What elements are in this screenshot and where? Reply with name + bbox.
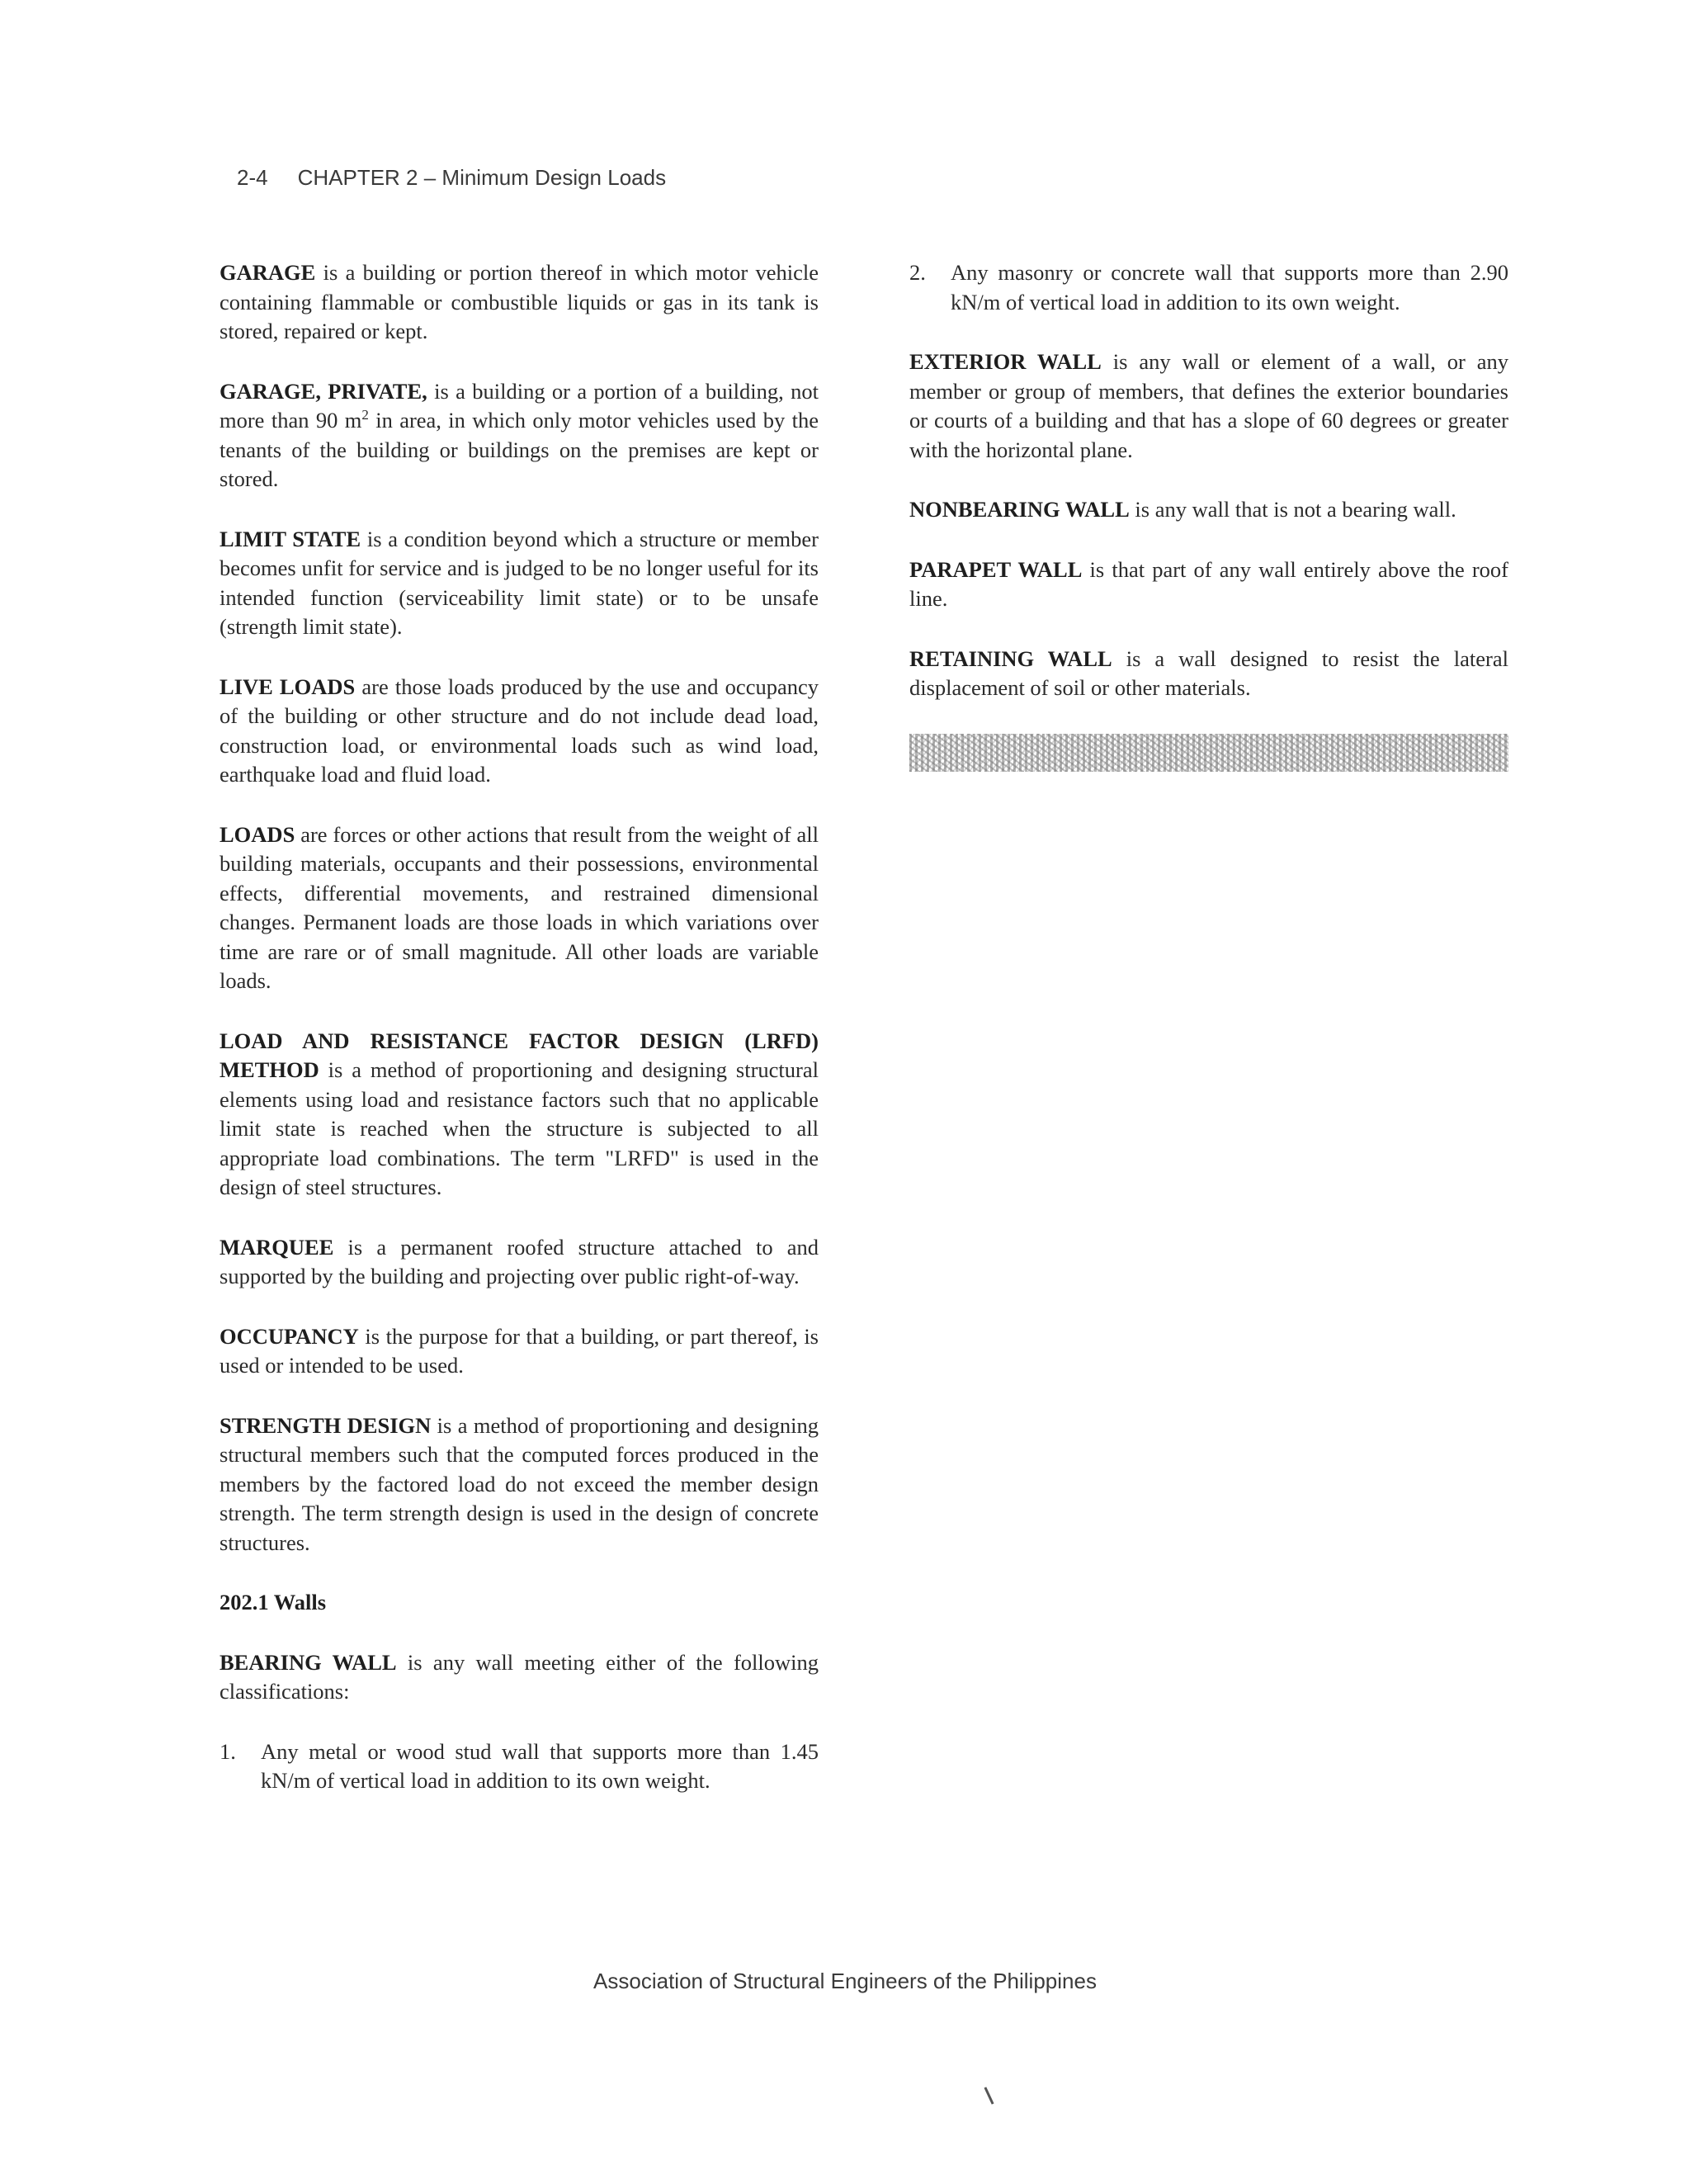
definition-term: GARAGE, PRIVATE, xyxy=(220,378,427,404)
page-number: 2-4 xyxy=(237,165,268,190)
definition-term: NONBEARING WALL xyxy=(909,497,1130,522)
definition-term: LIVE LOADS xyxy=(220,674,356,699)
definition-text: is the purpose for that a building, or part thereof, is used or intended to be used. xyxy=(220,1323,819,1378)
definition-text: is a building or a portion of a building, not more than 90 m xyxy=(220,378,819,433)
definition-nonbearing-wall xyxy=(909,495,1508,525)
definition-live-loads xyxy=(220,673,819,790)
definition-term: LIMIT STATE xyxy=(220,526,361,551)
definition-parapet-wall xyxy=(909,555,1508,614)
definition-term: LOAD AND RESISTANCE FACTOR DESIGN (LRFD) METHOD xyxy=(220,1028,819,1082)
list-item-text: Any masonry or concrete wall that supports more than 2.90 kN/m of vertical load in addition to its own weight. xyxy=(951,260,1508,314)
definition-garage xyxy=(220,258,819,347)
definition-text: in area, in which only motor vehicles used by the tenants of the building or buildings on the premises are kept or stored. xyxy=(220,408,819,491)
chapter-title: CHAPTER 2 – Minimum Design Loads xyxy=(297,165,667,190)
list-marker: 1. xyxy=(220,1738,236,1764)
list-item-text: Any metal or wood stud wall that supports more than 1.45 kN/m of vertical load in addition to its own weight. xyxy=(261,1738,819,1793)
list-item-1 xyxy=(220,1737,819,1796)
definition-text: is a wall designed to resist the lateral displacement of soil or other materials. xyxy=(909,645,1508,700)
definition-limit-state xyxy=(220,525,819,642)
definition-lrfd xyxy=(220,1027,819,1203)
scan-artifact xyxy=(984,2087,994,2104)
definition-term: LOADS xyxy=(220,821,295,847)
definition-text: is any wall that is not a bearing wall. xyxy=(1129,497,1456,522)
definition-text: is that part of any wall entirely above the roof line. xyxy=(909,556,1509,611)
definition-exterior-wall xyxy=(909,347,1508,465)
definition-text: is a method of proportioning and designing structural members such that the computed forces produced in the members by the factored load do not exceed the member design strength. The term strength design is used in the design of concrete structures. xyxy=(220,1412,819,1555)
definition-term: GARAGE xyxy=(220,260,316,285)
definition-text: is a condition beyond which a structure or member becomes unfit for service and is judged to be no longer useful for its intended function (serviceability limit state) or to be unsafe (strength limit state). xyxy=(220,526,819,639)
definition-text: is a permanent roofed structure attached to and supported by the building and projecting over public right-of-way. xyxy=(220,1234,819,1288)
definition-garage-private xyxy=(220,377,819,494)
definition-strength-design xyxy=(220,1411,819,1558)
superscript: 2 xyxy=(361,407,369,423)
definition-occupancy xyxy=(220,1322,819,1381)
definition-term: PARAPET WALL xyxy=(909,556,1083,582)
right-column xyxy=(909,258,1508,772)
left-column xyxy=(220,258,819,1827)
definition-term: OCCUPANCY xyxy=(220,1323,359,1349)
definition-text: is a building or portion thereof in which motor vehicle containing flammable or combustible liquids or gas in its tank is stored, repaired or kept. xyxy=(220,260,819,343)
page-header xyxy=(237,165,666,191)
definition-term: RETAINING WALL xyxy=(909,645,1112,671)
definition-retaining-wall xyxy=(909,645,1508,703)
definition-text: are those loads produced by the use and occupancy of the building or other structure and do not include dead load, construction load, or environmental loads such as wind load, earthquake load and fluid load. xyxy=(220,674,819,787)
definition-term: EXTERIOR WALL xyxy=(909,349,1102,374)
definition-text: is a method of proportioning and designing structural elements using load and resistance factors such that no applicable limit state is reached when the structure is subjected to all appropriate load combinations. The term "LRFD" is used in the design of steel structures. xyxy=(220,1057,819,1199)
definition-term: BEARING WALL xyxy=(220,1649,397,1675)
definition-text: are forces or other actions that result from the weight of all building materials, occupants and their possessions, environmental effects, differential movements, and restrained dimensional changes. Permanent loads are those loads in which variations over time are rare or of small magnitude. All other loads are variable loads. xyxy=(220,821,819,993)
definition-bearing-wall xyxy=(220,1648,819,1707)
definition-loads xyxy=(220,820,819,996)
list-marker: 2. xyxy=(909,260,926,285)
definition-text: is any wall meeting either of the following classifications: xyxy=(220,1649,819,1704)
definition-text: is any wall or element of a wall, or any member or group of members, that defines the exterior boundaries or courts of a building and that has a slope of 60 degrees or greater with the horizontal plane. xyxy=(909,349,1508,462)
list-item-2 xyxy=(909,258,1508,317)
section-heading: 202.1 Walls xyxy=(220,1590,327,1614)
definition-term: STRENGTH DESIGN xyxy=(220,1412,432,1438)
definition-term: MARQUEE xyxy=(220,1234,334,1260)
scan-noise-band xyxy=(909,734,1508,772)
page-footer: Association of Structural Engineers of the Philippines xyxy=(593,1969,1097,1993)
definition-marquee xyxy=(220,1233,819,1292)
